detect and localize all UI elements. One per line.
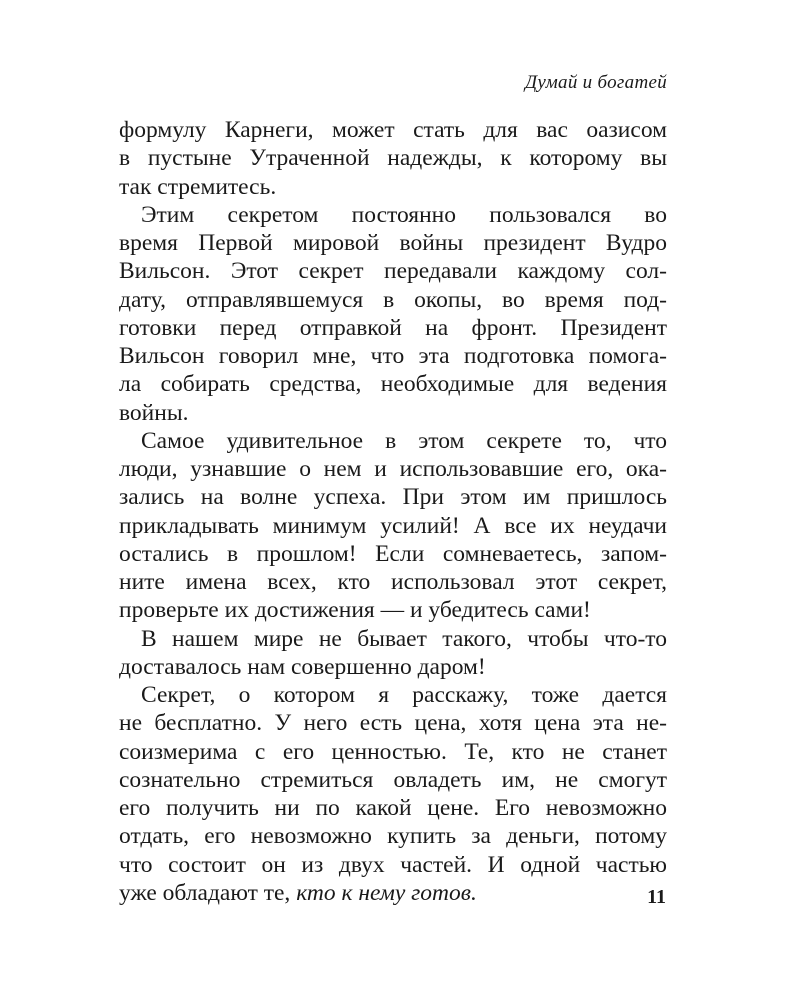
text-line-final (119, 879, 667, 907)
final-line-italic: кто к нему готов. (296, 879, 477, 906)
final-line-plain: уже обладают те, (119, 879, 297, 906)
text-line: люди, узнавшие о нем и использовавшие его, ока- (119, 456, 667, 482)
text-line: зались на волне успеха. При этом им пришлось (119, 484, 667, 511)
text-line: прикладывать минимум усилий! А все их неудачи (119, 512, 667, 539)
paragraph-5 (119, 681, 667, 907)
paragraph-1 (119, 116, 667, 201)
text-line: его получить ни по какой цене. Его невозможно (119, 795, 667, 821)
running-header: Думай и богатей (524, 72, 667, 93)
paragraph-4 (119, 625, 667, 682)
body-text (119, 116, 667, 907)
text-line: Вильсон. Этот секрет передавали каждому сол- (119, 258, 667, 285)
text-line: В нашем мире не бывает такого, чтобы что-то (141, 625, 667, 652)
text-line: ните имена всех, кто использовал этот секрет, (119, 569, 667, 595)
text-line: формулу Карнеги, может стать для вас оазисом (119, 117, 667, 143)
text-line: время Первой мировой войны президент Вудро (119, 230, 667, 256)
text-line: Вильсон говорил мне, что эта подготовка помога- (119, 343, 667, 369)
text-line: готовки перед отправкой на фронт. Президент (119, 314, 667, 341)
text-line: остались в прошлом! Если сомневаетесь, запом- (119, 540, 667, 567)
text-line: ла собирать средства, необходимые для ведения (119, 371, 667, 398)
text-line: Секрет, о котором я расскажу, тоже дается (141, 682, 667, 708)
text-line: отдать, его невозможно купить за деньги, потому (119, 823, 667, 850)
text-line: не бесплатно. У него есть цена, хотя цена эта не- (119, 710, 667, 737)
text-line: дату, отправлявшемуся в окопы, во время под- (119, 286, 667, 313)
paragraph-3 (119, 427, 667, 625)
page-number: 11 (647, 886, 666, 908)
text-line: в пустыне Утраченной надежды, к которому вы (119, 145, 667, 172)
text-line: что состоит он из двух частей. И одной частью (119, 851, 667, 878)
text-line: войны. (119, 399, 189, 426)
text-line: доставалось нам совершенно даром! (119, 653, 486, 680)
text-line: Этим секретом постоянно пользовался во (141, 201, 667, 228)
text-line: так стремитесь. (119, 173, 277, 200)
text-line: сознательно стремиться овладеть им, не смогут (119, 766, 667, 793)
paragraph-2 (119, 201, 667, 427)
text-line: соизмерима с его ценностью. Те, кто не станет (119, 738, 667, 765)
text-line: проверьте их достижения — и убедитесь сами! (119, 597, 591, 624)
text-line: Самое удивительное в этом секрете то, что (141, 427, 667, 454)
